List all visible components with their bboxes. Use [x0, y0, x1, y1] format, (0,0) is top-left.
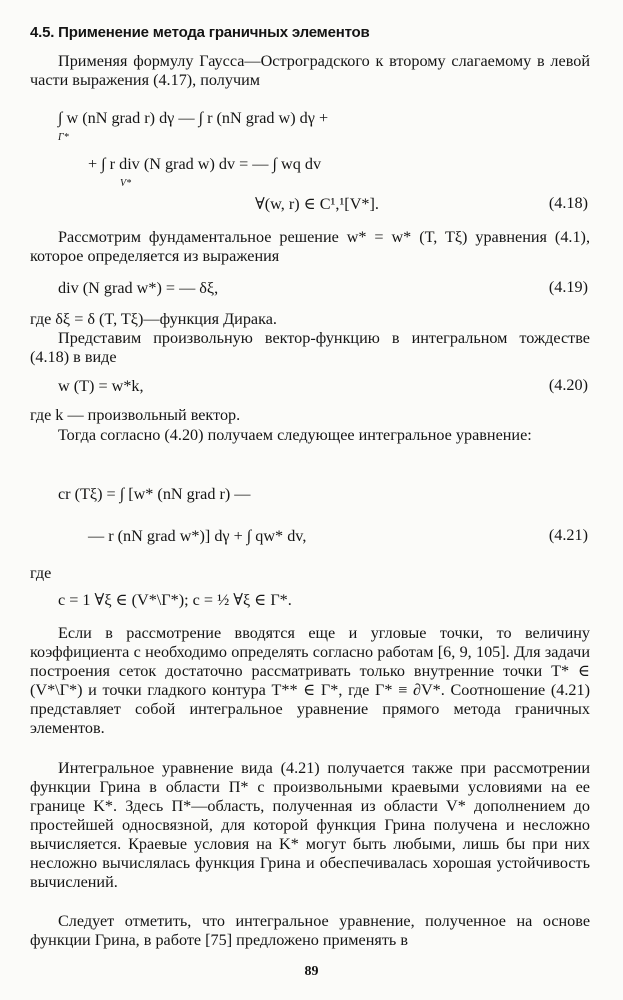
formula-4-18-line-3: ∀(w, r) ∈ C¹,¹[V*].: [255, 195, 379, 213]
paragraph-vector-function: Представим произвольную вектор-функцию в интегральном тождестве (4.18) в виде: [30, 329, 590, 366]
formula-4-18-line-2: + ∫ r div (N grad w) dv = — ∫ wq dv: [88, 155, 322, 173]
equation-number-4-19: (4.19): [548, 278, 588, 296]
paragraph-where: где: [30, 564, 52, 582]
formula-4-19: div (N grad w*) = — δξ,: [58, 279, 219, 297]
formula-4-21-line-2: — r (nN grad w*)] dγ + ∫ qw* dv,: [88, 527, 307, 545]
formula-4-18-line-1: ∫ w (nN grad r) dγ — ∫ r (nN grad w) dγ +: [58, 109, 329, 127]
paragraph-arbitrary-vector: где k — произвольный вектор.: [30, 406, 241, 424]
equation-number-4-20: (4.20): [548, 376, 588, 394]
paragraph-gauss: Применяя формулу Гаусса—Остроградского к второму слагаемому в левой части выражения (4.17), получим: [30, 52, 590, 89]
formula-c-values: c = 1 ∀ξ ∈ (V*\Γ*); c = ½ ∀ξ ∈ Γ*.: [58, 591, 292, 609]
paragraph-fundamental-solution: Рассмотрим фундаментальное решение w* = w* (T, Tξ) уравнения (4.1), которое определяется из выражения: [30, 228, 590, 265]
paragraph-green-function: Интегральное уравнение вида (4.21) получается также при рассмотрении функции Грина в области П* с произвольными краевыми условиями на ее границе K*. Здесь П*—область, полученная из области V* дополнением до простейшей односвязной, для которой функция Грина получена и несложно вычисляется. Краевые условия на K* могут быть любыми, лишь бы при них несложно вычислялась функция Грина и обеспечивалась хорошая устойчивость вычислений.: [30, 759, 590, 891]
formula-4-21-line-1: cr (Tξ) = ∫ [w* (nN grad r) —: [58, 485, 251, 503]
paragraph-note: Следует отметить, что интегральное уравнение, полученное на основе функции Грина, в работе [75] предложено применять в: [30, 912, 590, 949]
formula-4-18-sub-gamma: Γ*: [58, 132, 69, 143]
section-heading: 4.5. Применение метода граничных элементов: [30, 24, 370, 41]
equation-number-4-18: (4.18): [548, 194, 588, 212]
formula-4-20: w (T) = w*k,: [58, 377, 144, 395]
paragraph-integral-equation: Тогда согласно (4.20) получаем следующее интегральное уравнение:: [58, 426, 532, 444]
equation-number-4-21: (4.21): [548, 526, 588, 544]
paragraph-corner-points: Если в рассмотрение вводятся еще и угловые точки, то величину коэффициента c необходимо определять согласно работам [6, 9, 105]. Для задачи построения сеток достаточно рассматривать только внутренние точки T* ∈ (V*\Γ*) и точки гладкого контура T** ∈ Γ*, где Γ* ≡ ∂V*. Соотношение (4.21) представляет собой интегральное уравнение прямого метода граничных элементов.: [30, 624, 590, 737]
page-number: 89: [304, 964, 319, 979]
formula-4-18-sub-v: V*: [120, 178, 132, 189]
paragraph-dirac: где δξ = δ (T, Tξ)—функция Дирака.: [30, 310, 277, 328]
